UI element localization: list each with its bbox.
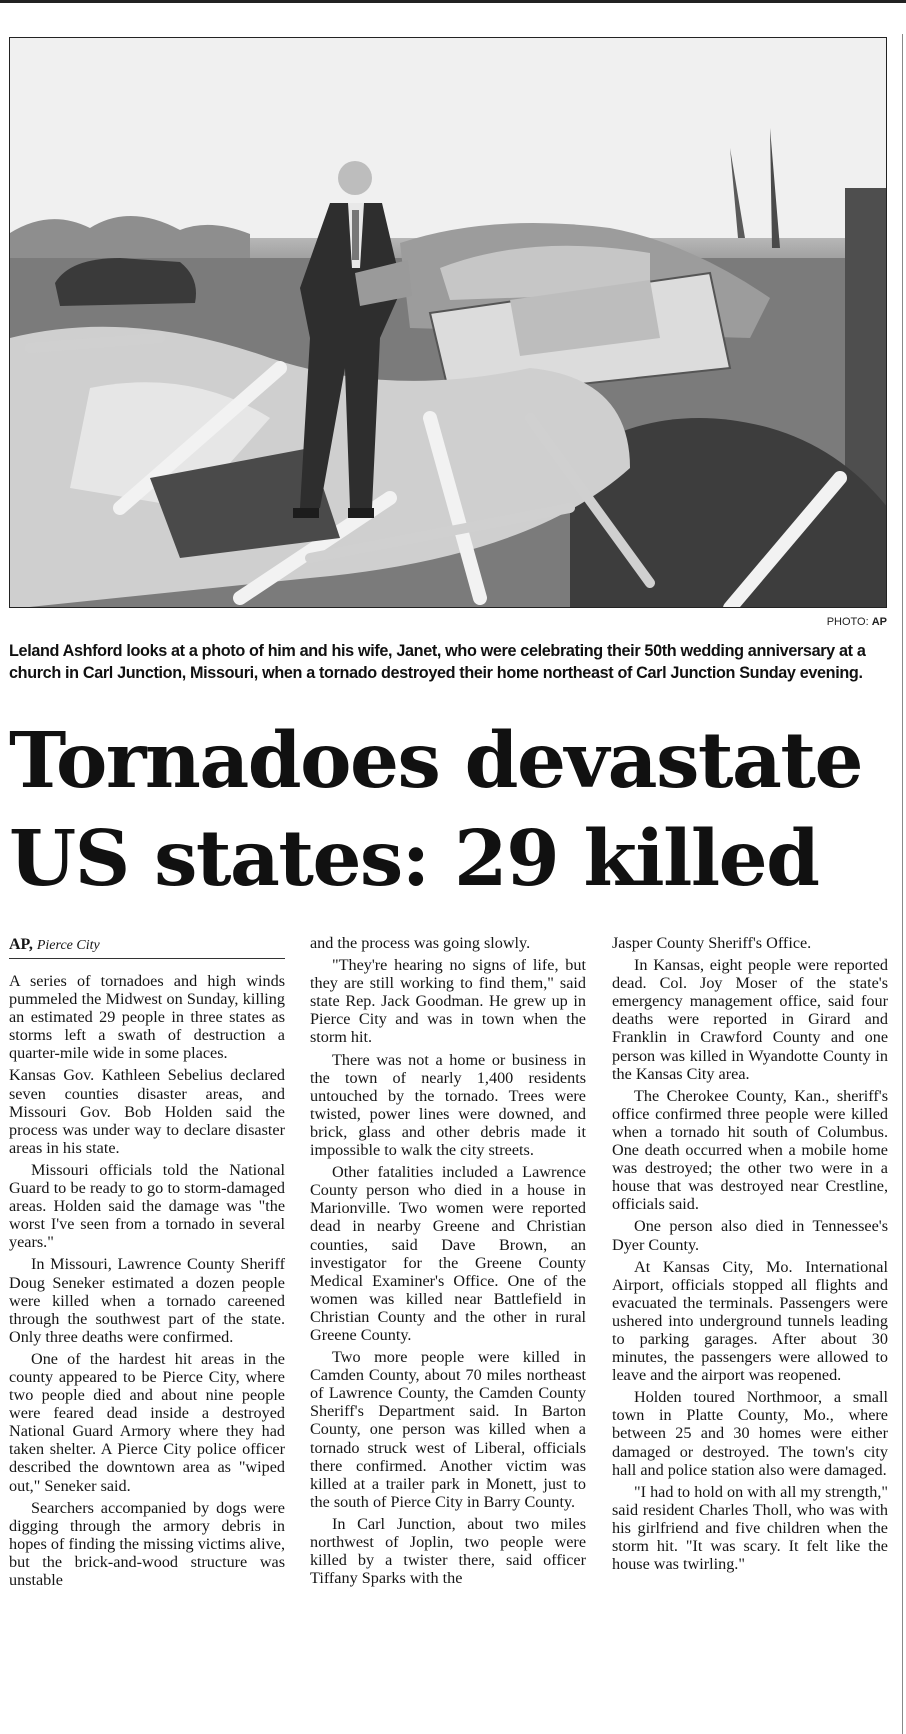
byline-dateline: Pierce City [36, 938, 100, 953]
byline [9, 934, 285, 956]
headline [9, 712, 899, 908]
paragraph: A series of tornadoes and high winds pummeled the Midwest on Sunday, killing an estimated 29 people in three states as storms left a swath of destruction a quarter-mile wide in some places. [9, 972, 285, 1063]
headline-line-1: Tornadoes devastate [9, 716, 862, 806]
article-column-1 [9, 934, 285, 1593]
paragraph: Jasper County Sheriff's Office. [612, 934, 812, 952]
paragraph: In Kansas, eight people were reported dead. Col. Joy Moser of the state's emergency management office, said four deaths were reported in Girard and Franklin in Crawford County and one person was killed in Wyandotte County in the Kansas City area. [612, 956, 888, 1083]
headline-line-2: US states: 29 killed [9, 814, 819, 904]
paragraph: One person also died in Tennessee's Dyer County. [612, 1217, 888, 1254]
photo-caption: Leland Ashford looks at a photo of him and his wife, Janet, who were celebrating their 50th wedding anniversary at a church in Carl Junction, Missouri, when a tornado destroyed their home northeast of Carl Junction Sunday evening. [9, 642, 866, 682]
column-rule [902, 34, 903, 1734]
paragraph: Holden toured Northmoor, a small town in Platte County, Mo., where between 25 and 30 homes were either damaged or destroyed. The town's city hall and police station also were damaged. [612, 1388, 888, 1479]
photo-credit-prefix: PHOTO: [826, 616, 872, 628]
article-column-3 [612, 934, 888, 1577]
paragraph: Searchers accompanied by dogs were digging through the armory debris in hopes of finding the missing victims alive, but the brick-and-wood structure was unstable [9, 1498, 285, 1589]
paragraph: Missouri officials told the National Guard to be ready to go to storm-damaged areas. Holden said the damage was "the worst I've seen from a tornado in several years." [9, 1160, 285, 1252]
byline-rule [9, 958, 285, 959]
photo-credit-source: AP [871, 616, 887, 628]
paragraph: In Missouri, Lawrence County Sheriff Doug Seneker estimated a dozen people were killed when a tornado careened through the southwest part of the state. Only three deaths were confirmed. [9, 1255, 285, 1346]
paragraph: Two more people were killed in Camden County, about 70 miles northeast of Lawrence County, the Camden County Sheriff's Department said. In Barton County, one person was killed when a tornado struck west of Liberal, officials there confirmed. Another victim was killed at a trailer park in Monett, just to the south of Pierce City in Barry County. [310, 1348, 586, 1511]
byline-agency: AP, [9, 936, 33, 953]
paragraph: There was not a home or business in the town of nearly 1,400 residents untouched by the tornado. Trees were twisted, power lines were downed, and brick, glass and other debris made it impossible to walk the city streets. [310, 1050, 586, 1160]
top-rule [0, 0, 906, 3]
paragraph: At Kansas City, Mo. International Airport, officials stopped all flights and evacuated the terminals. Passengers were ushered into underground tunnels leading to parking garages. After about 30 minutes, the passengers were allowed to leave and the airport was reopened. [612, 1257, 888, 1385]
photo-credit [827, 616, 887, 628]
paragraph: One of the hardest hit areas in the county appeared to be Pierce City, where two people died and about nine people were feared dead inside a destroyed National Guard Armory where they had taken shelter. A Pierce City police officer described the downtown area as "wiped out," Seneker said. [9, 1349, 285, 1495]
paragraph: Other fatalities included a Lawrence County person who died in a house in Marionville. Two women were reported dead in nearby Greene and Christian counties, said Dave Brown, an investigator for the Greene County Medical Examiner's Office. One of the women was killed near Battlefield in Christian County and the other in rural Greene County. [310, 1163, 586, 1344]
paragraph: "I had to hold on with all my strength," said resident Charles Tholl, who was with his girlfriend and five children when the storm hit. "It was scary. It felt like the house was twirling." [612, 1482, 888, 1574]
paragraph: "They're hearing no signs of life, but they are still working to find them," said state Rep. Jack Goodman. He grew up in Pierce City and was in town when the storm hit. [310, 956, 586, 1047]
paragraph: The Cherokee County, Kan., sheriff's office confirmed three people were killed when a tornado hit south of Columbus. One death occurred when a mobile home was destroyed; the other two were in a house that was destroyed near Crestline, officials said. [612, 1086, 888, 1214]
paragraph: and the process was going slowly. [310, 934, 531, 952]
article-column-2 [310, 934, 586, 1591]
paragraph: In Carl Junction, about two miles northwest of Joplin, two people were killed by a twister there, said officer Tiffany Sparks with the [310, 1514, 586, 1588]
paragraph: Kansas Gov. Kathleen Sebelius declared seven counties disaster areas, and Missouri Gov. Bob Holden said the process was under way to declare disaster areas in his state. [9, 1066, 285, 1157]
news-photo [9, 37, 887, 608]
tornado-debris-image [10, 38, 887, 608]
